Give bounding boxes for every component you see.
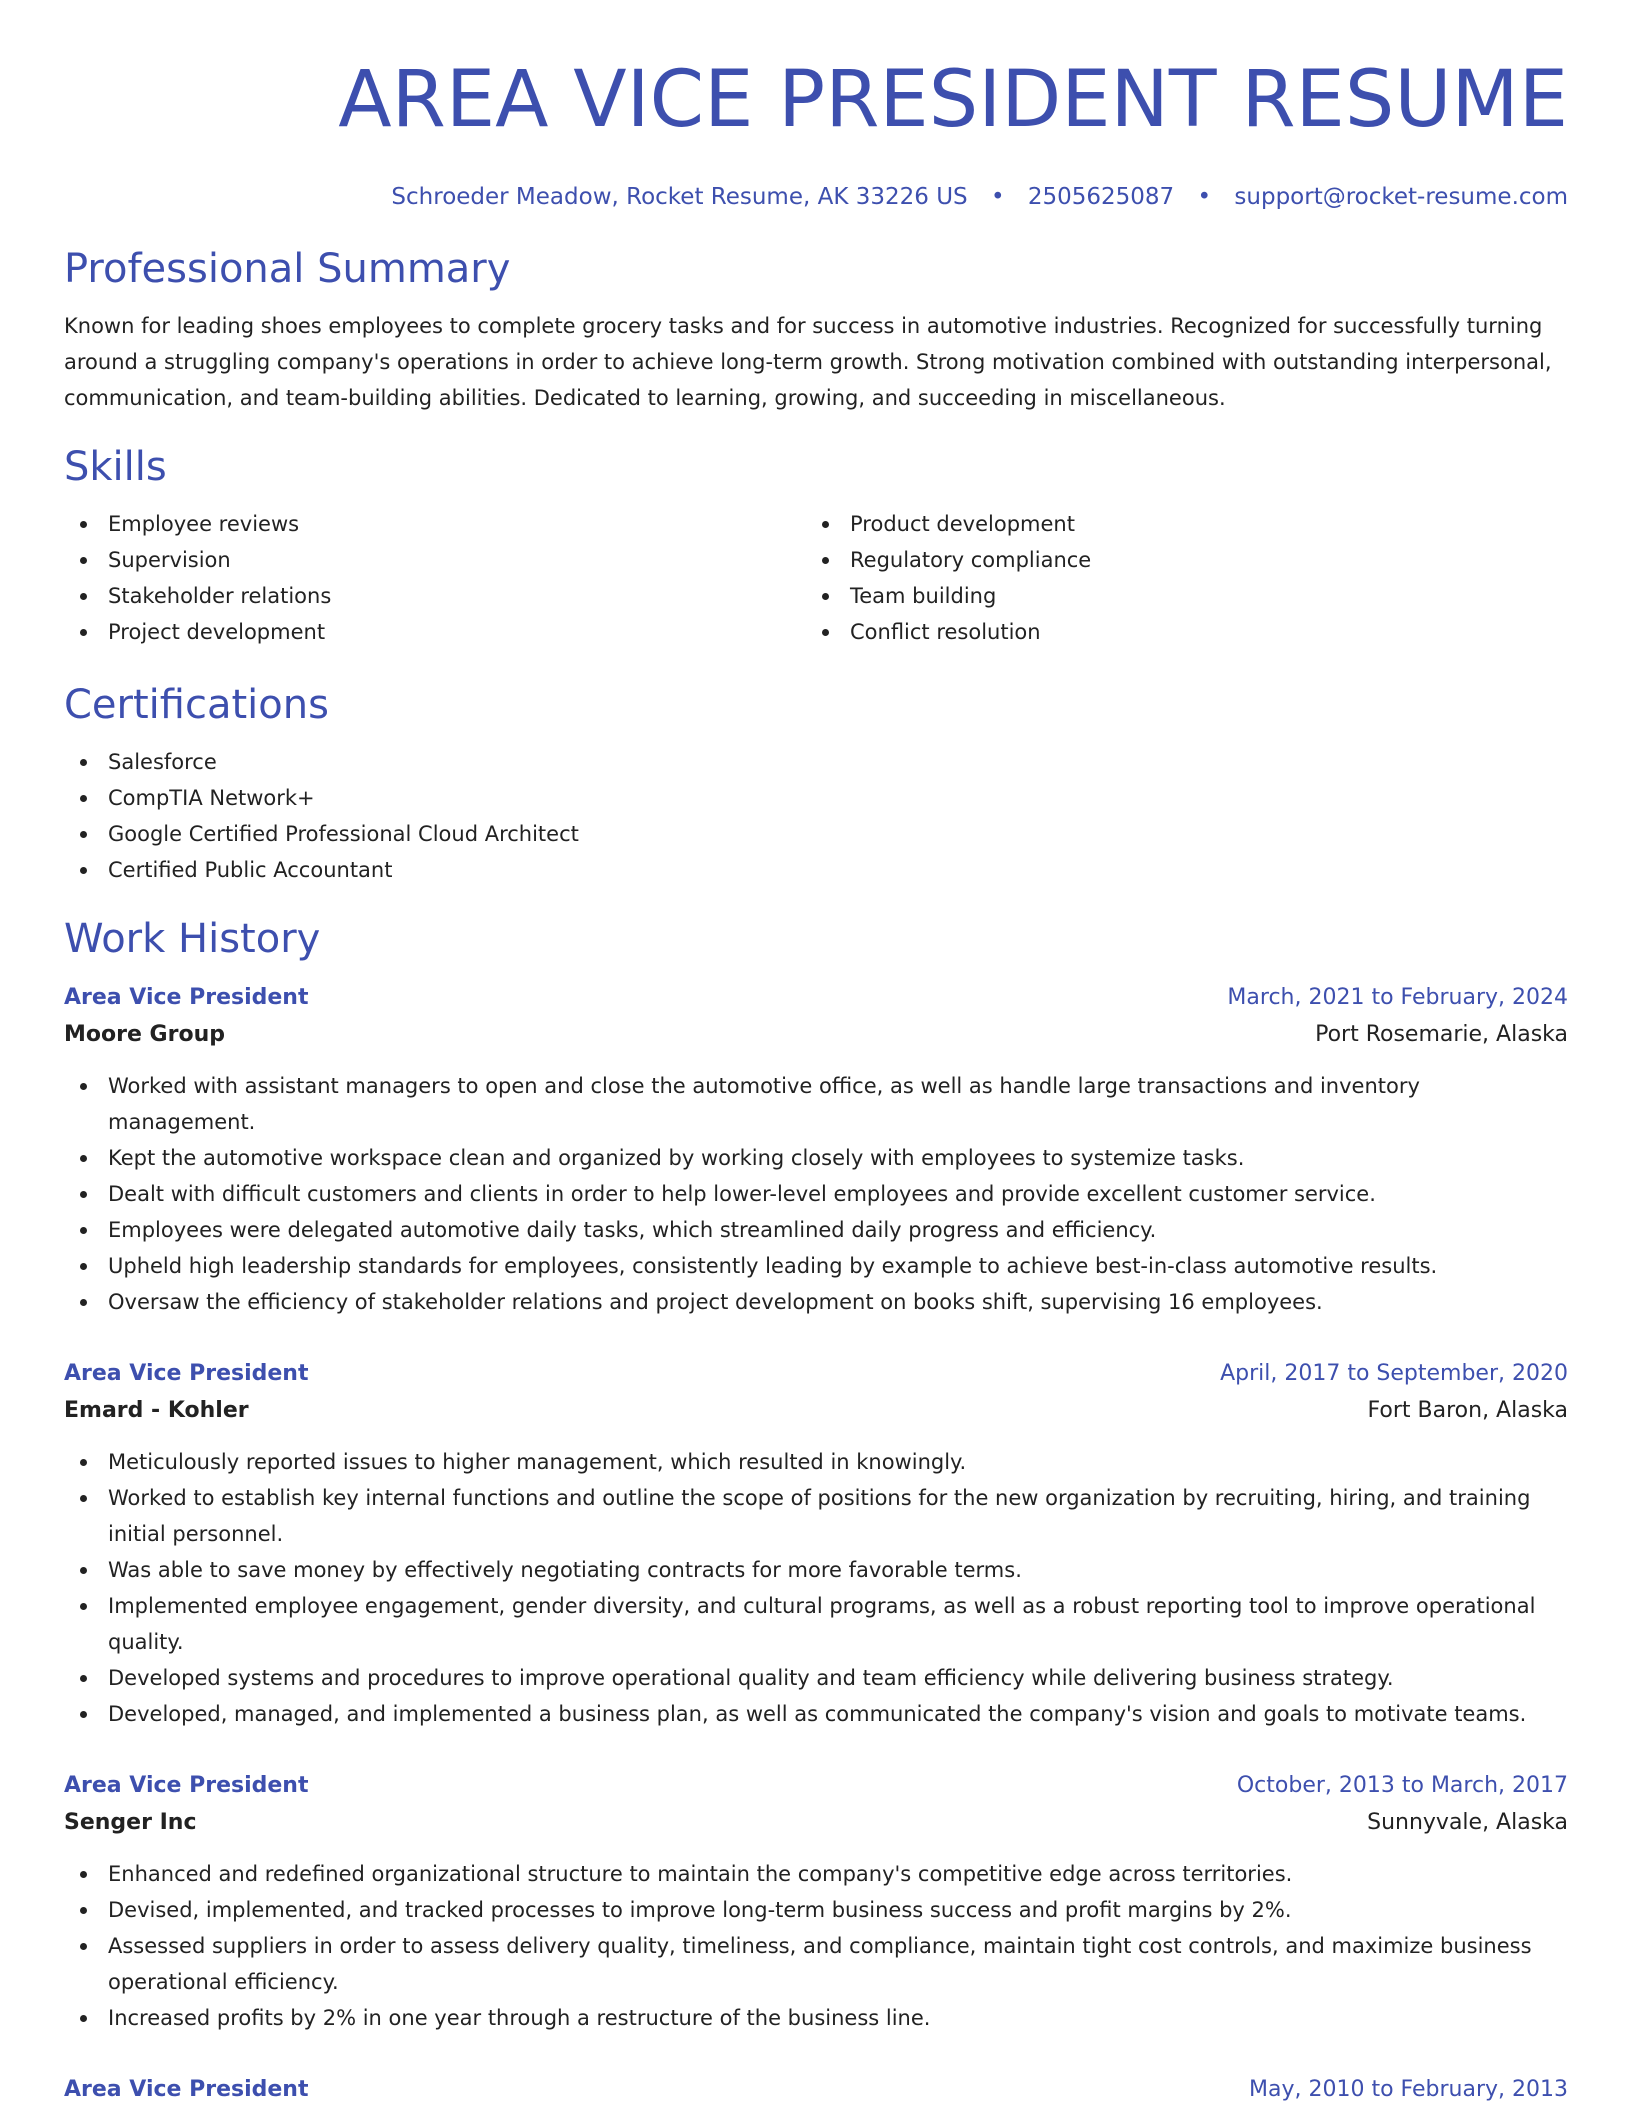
job-header-row [64, 980, 1568, 1016]
contact-line [64, 182, 1568, 212]
contact-phone: 2505625087 [1027, 184, 1175, 210]
summary-text: Known for leading shoes employees to complete grocery tasks and for success in automotive industries. Recognized for successfully turning around a struggling company's operations in order to achieve long-term growth. Strong motivation combined with outstanding interpersonal, communication, and team-building abilities. Dedicated to learning, growing, and succeeding in miscellaneous. [64, 314, 1552, 410]
job-company-row [64, 1392, 1568, 1430]
job-bullet-list [64, 1444, 1568, 1732]
skill-item: Stakeholder relations [64, 578, 806, 614]
job-header-row [64, 1356, 1568, 1392]
skill-item: Employee reviews [64, 506, 806, 542]
job-company-row [64, 1804, 1568, 1842]
job-location: Port Rosemarie, Alaska [1315, 1022, 1568, 1047]
job-bullet: Was able to save money by effectively negotiating contracts for more favorable terms. [64, 1552, 1568, 1588]
job-entry [64, 2072, 1568, 2108]
job-location: Fort Baron, Alaska [1367, 1398, 1568, 1423]
section-title: Skills [64, 444, 167, 490]
job-bullet: Kept the automotive workspace clean and organized by working closely with employees to systemize tasks. [64, 1140, 1568, 1176]
certifications-list [64, 744, 1568, 888]
job-dates: October, 2013 to March, 2017 [1236, 1773, 1568, 1798]
work-history-section [64, 914, 1568, 2108]
skills-section [64, 442, 1568, 650]
skill-item: Supervision [64, 542, 806, 578]
certifications-section [64, 680, 1568, 888]
job-dates: April, 2017 to September, 2020 [1220, 1361, 1568, 1386]
job-dates: March, 2021 to February, 2024 [1227, 985, 1568, 1010]
job-bullet-list [64, 1856, 1568, 2036]
job-bullet: Upheld high leadership standards for employees, consistently leading by example to achieve best-in-class automotive results. [64, 1248, 1568, 1284]
job-company-row [64, 1016, 1568, 1054]
job-title: Area Vice President [64, 985, 309, 1010]
job-bullet: Dealt with difficult customers and clients in order to help lower-level employees and provide excellent customer service. [64, 1176, 1568, 1212]
contact-separator: • [1197, 184, 1212, 210]
job-location: Sunnyvale, Alaska [1367, 1810, 1568, 1835]
job-bullet: Assessed suppliers in order to assess delivery quality, timeliness, and compliance, maintain tight cost controls, and maximize business operational efficiency. [64, 1928, 1568, 2000]
job-entry [64, 1768, 1568, 2036]
skills-grid [64, 506, 1568, 650]
job-bullet: Increased profits by 2% in one year through a restructure of the business line. [64, 2000, 1568, 2036]
job-title: Area Vice President [64, 2077, 309, 2102]
job-entry [64, 980, 1568, 1320]
skill-item: Project development [64, 614, 806, 650]
job-bullet: Employees were delegated automotive daily tasks, which streamlined daily progress and efficiency. [64, 1212, 1568, 1248]
job-bullet-list [64, 1068, 1568, 1320]
section-title: Certifications [64, 682, 329, 728]
section-title: Professional Summary [64, 246, 511, 292]
job-company: Emard - Kohler [64, 1398, 249, 1423]
skill-item: Regulatory compliance [806, 542, 1548, 578]
contact-email[interactable]: support@rocket-resume.com [1234, 184, 1568, 210]
job-bullet: Worked with assistant managers to open and close the automotive office, as well as handle large transactions and inventory management. [64, 1068, 1568, 1140]
certification-item: CompTIA Network+ [64, 780, 1568, 816]
resume-header [64, 0, 1568, 212]
contact-address: Schroeder Meadow, Rocket Resume, AK 33226 US [391, 184, 968, 210]
job-bullet: Developed, managed, and implemented a business plan, as well as communicated the company's vision and goals to motivate teams. [64, 1696, 1568, 1732]
certification-item: Google Certified Professional Cloud Architect [64, 816, 1568, 852]
skill-item: Team building [806, 578, 1548, 614]
certification-item: Salesforce [64, 744, 1568, 780]
contact-separator: • [990, 184, 1005, 210]
skills-list-left [64, 506, 806, 650]
job-company: Senger Inc [64, 1810, 197, 1835]
job-company: Moore Group [64, 1022, 225, 1047]
job-bullet: Implemented employee engagement, gender diversity, and cultural programs, as well as a robust reporting tool to improve operational quality. [64, 1588, 1568, 1660]
section-title: Work History [64, 916, 321, 962]
job-bullet: Meticulously reported issues to higher management, which resulted in knowingly. [64, 1444, 1568, 1480]
job-entry [64, 1356, 1568, 1732]
job-bullet: Worked to establish key internal functions and outline the scope of positions for the new organization by recruiting, hiring, and training initial personnel. [64, 1480, 1568, 1552]
resume-name: AREA VICE PRESIDENT RESUME [338, 55, 1568, 145]
job-bullet: Oversaw the efficiency of stakeholder relations and project development on books shift, supervising 16 employees. [64, 1284, 1568, 1320]
job-title: Area Vice President [64, 1773, 309, 1798]
job-header-row [64, 2072, 1568, 2108]
job-title: Area Vice President [64, 1361, 309, 1386]
skill-item: Product development [806, 506, 1548, 542]
certification-item: Certified Public Accountant [64, 852, 1568, 888]
job-bullet: Enhanced and redefined organizational structure to maintain the company's competitive edge across territories. [64, 1856, 1568, 1892]
professional-summary-section [64, 244, 1568, 416]
job-bullet: Devised, implemented, and tracked processes to improve long-term business success and profit margins by 2%. [64, 1892, 1568, 1928]
skills-column-left [64, 506, 806, 650]
job-bullet: Developed systems and procedures to improve operational quality and team efficiency while delivering business strategy. [64, 1660, 1568, 1696]
skills-list-right [806, 506, 1548, 650]
job-dates: May, 2010 to February, 2013 [1249, 2077, 1568, 2102]
skill-item: Conflict resolution [806, 614, 1548, 650]
skills-column-right [806, 506, 1548, 650]
job-header-row [64, 1768, 1568, 1804]
